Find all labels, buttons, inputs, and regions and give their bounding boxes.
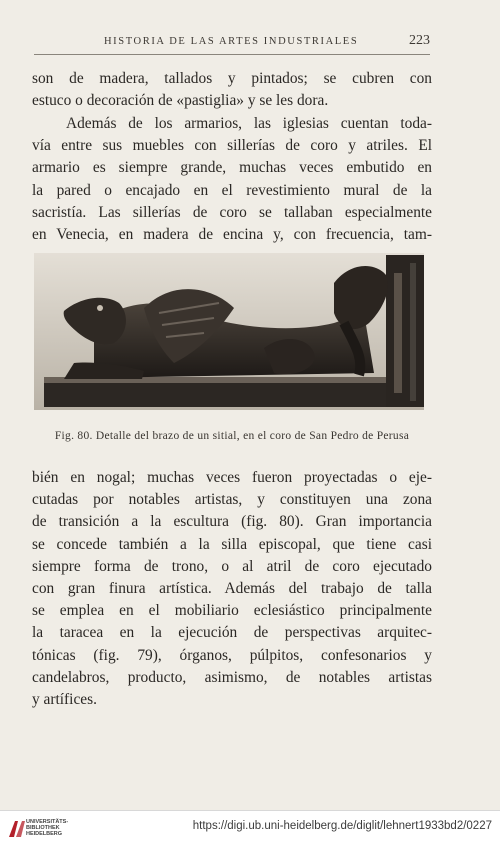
text-line: se concede también a la silla episcopal, que tiene casi: [32, 535, 432, 553]
text-line: con gran finura artística. Además del trabajo de talla: [32, 580, 432, 598]
text-line: son de madera, tallados y pintados; se cubren con: [32, 70, 432, 87]
text-line: estuco o decoración de «pastiglia» y se les dora.: [32, 92, 329, 110]
text-line: sacristía. Las sillerías de coro se tallaban especialmente: [32, 203, 432, 221]
text-line: se emplea en el mobiliario eclesiástico principalmente: [32, 602, 432, 620]
figure-80-photo: [34, 253, 424, 410]
library-name: UNIVERSITÄTS- BIBLIOTHEK HEIDELBERG: [26, 819, 69, 837]
text-line: siempre forma de trono, o al atril de coro ejecutado: [32, 557, 432, 575]
running-header: [34, 33, 430, 55]
text-line: la pared o encajado en el revestimiento mural de la: [32, 181, 432, 199]
paragraph-2: [32, 113, 432, 246]
digitization-footer: [0, 810, 500, 846]
text-line: de transición a la escultura (fig. 80). Gran importancia: [32, 513, 432, 531]
text-line: y artífices.: [32, 691, 97, 709]
running-title: HISTORIA DE LAS ARTES INDUSTRIALES: [104, 36, 359, 47]
text-line: en Venecia, en madera de encina y, con frecuencia, tam-: [32, 226, 432, 244]
carved-armrest-illustration: [34, 253, 424, 410]
text-line: bién en nogal; muchas veces fueron proyectadas o eje-: [32, 469, 432, 486]
paragraph-3: [32, 467, 432, 711]
text-line: tónicas (fig. 79), órganos, púlpitos, confesonarios y: [32, 646, 432, 664]
page-number: 223: [409, 33, 430, 48]
text-line: la taracea en la ejecución de perspectivas arquitec-: [32, 624, 432, 642]
text-line: Además de los armarios, las iglesias cuentan toda-: [66, 115, 432, 132]
text-line: vía entre sus muebles con sillerías de coro y atriles. El: [32, 137, 432, 155]
text-line: armario es siempre grande, muchas veces embutido en: [32, 159, 432, 177]
source-url-link[interactable]: https://digi.ub.uni-heidelberg.de/diglit/lehnert1933bd2/0227: [192, 820, 492, 832]
figure-caption: Fig. 80. Detalle del brazo de un sitial, en el coro de San Pedro de Perusa: [54, 430, 410, 442]
paragraph-1: [32, 68, 432, 112]
text-line: cutadas por notables artistas, y constituyen una zona: [32, 491, 432, 509]
text-line: candelabros, producto, asimismo, de notables artistas: [32, 668, 432, 686]
